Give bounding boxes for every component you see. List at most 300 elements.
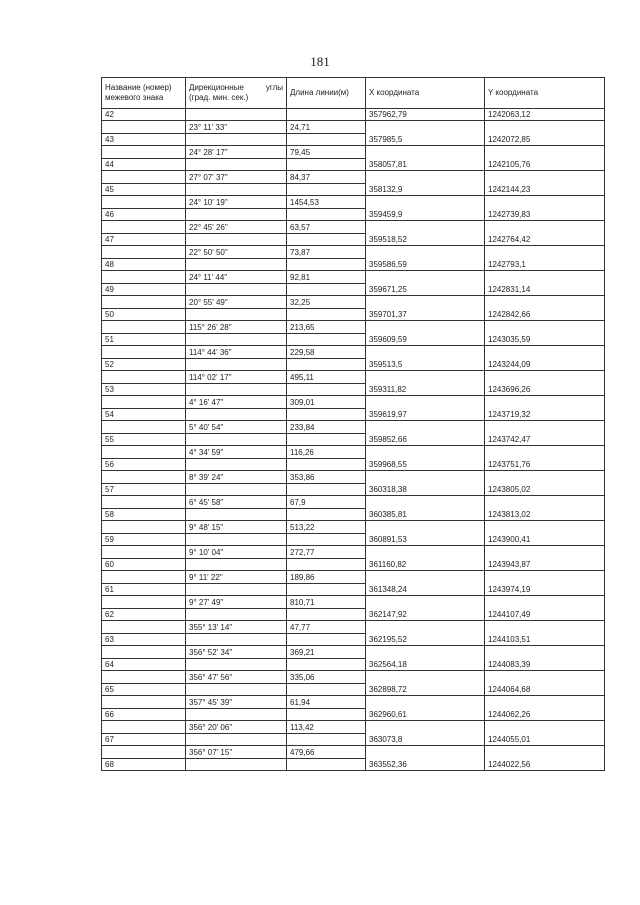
line-length-cell: 495,11 (287, 371, 366, 384)
point-row (102, 134, 605, 146)
point-row (102, 284, 605, 296)
direction-angle-cell: 24° 10' 19" (186, 196, 287, 209)
point-row (102, 234, 605, 246)
line-length-cell: 84,37 (287, 171, 366, 184)
empty-cell (485, 746, 605, 759)
direction-angle-cell: 27° 07' 37" (186, 171, 287, 184)
empty-cell (366, 221, 485, 234)
x-coordinate-cell: 359968,55 (366, 459, 485, 471)
empty-cell (102, 746, 186, 759)
point-name-cell: 65 (102, 684, 186, 696)
line-length-cell: 213,65 (287, 321, 366, 334)
empty-cell (287, 534, 366, 546)
empty-cell (102, 721, 186, 734)
empty-cell (485, 296, 605, 309)
x-coordinate-cell: 359586,59 (366, 259, 485, 271)
line-length-cell: 810,71 (287, 596, 366, 609)
x-coordinate-cell: 362147,92 (366, 609, 485, 621)
empty-cell (102, 521, 186, 534)
x-coordinate-cell: 360385,81 (366, 509, 485, 521)
direction-angle-cell: 23° 11' 33" (186, 121, 287, 134)
x-coordinate-cell: 359459,9 (366, 209, 485, 221)
empty-cell (366, 746, 485, 759)
empty-cell (186, 759, 287, 771)
empty-cell (102, 571, 186, 584)
empty-cell (485, 146, 605, 159)
point-name-cell: 52 (102, 359, 186, 371)
y-coordinate-cell: 1244062,26 (485, 709, 605, 721)
empty-cell (485, 421, 605, 434)
point-row (102, 434, 605, 446)
direction-angle-cell: 9° 27' 49" (186, 596, 287, 609)
empty-cell (102, 271, 186, 284)
line-length-cell: 79,45 (287, 146, 366, 159)
header-direction-angle (186, 78, 287, 109)
empty-cell (485, 321, 605, 334)
point-name-cell: 67 (102, 734, 186, 746)
point-row (102, 509, 605, 521)
point-name-cell: 47 (102, 234, 186, 246)
line-length-cell: 61,94 (287, 696, 366, 709)
header-y-coordinate: Y координата (485, 78, 605, 109)
segment-row (102, 571, 605, 584)
segment-row (102, 271, 605, 284)
empty-cell (287, 359, 366, 371)
empty-cell (186, 409, 287, 421)
empty-cell (287, 684, 366, 696)
line-length-cell: 116,26 (287, 446, 366, 459)
y-coordinate-cell: 1242764,42 (485, 234, 605, 246)
empty-cell (287, 234, 366, 246)
empty-cell (287, 109, 366, 121)
point-name-cell: 60 (102, 559, 186, 571)
empty-cell (287, 709, 366, 721)
x-coordinate-cell: 359701,37 (366, 309, 485, 321)
direction-angle-cell: 20° 55' 49" (186, 296, 287, 309)
empty-cell (366, 521, 485, 534)
empty-cell (485, 221, 605, 234)
y-coordinate-cell: 1243751,76 (485, 459, 605, 471)
y-coordinate-cell: 1244055,01 (485, 734, 605, 746)
segment-row (102, 121, 605, 134)
line-length-cell: 113,42 (287, 721, 366, 734)
empty-cell (287, 459, 366, 471)
point-row (102, 559, 605, 571)
empty-cell (485, 696, 605, 709)
direction-angle-cell: 356° 47' 56" (186, 671, 287, 684)
segment-row (102, 346, 605, 359)
empty-cell (485, 721, 605, 734)
y-coordinate-cell: 1242831,14 (485, 284, 605, 296)
empty-cell (366, 671, 485, 684)
empty-cell (102, 396, 186, 409)
line-length-cell: 353,86 (287, 471, 366, 484)
empty-cell (287, 334, 366, 346)
empty-cell (186, 284, 287, 296)
x-coordinate-cell: 359609,59 (366, 334, 485, 346)
line-length-cell: 229,58 (287, 346, 366, 359)
point-name-cell: 42 (102, 109, 186, 121)
point-name-cell: 66 (102, 709, 186, 721)
empty-cell (287, 634, 366, 646)
empty-cell (287, 309, 366, 321)
point-name-cell: 53 (102, 384, 186, 396)
x-coordinate-cell: 361160,82 (366, 559, 485, 571)
empty-cell (287, 659, 366, 671)
point-row (102, 484, 605, 496)
segment-row (102, 171, 605, 184)
empty-cell (287, 609, 366, 621)
segment-row (102, 646, 605, 659)
empty-cell (485, 646, 605, 659)
empty-cell (102, 621, 186, 634)
segment-row (102, 146, 605, 159)
x-coordinate-cell: 361348,24 (366, 584, 485, 596)
y-coordinate-cell: 1242144,23 (485, 184, 605, 196)
empty-cell (102, 146, 186, 159)
y-coordinate-cell: 1244103,51 (485, 634, 605, 646)
empty-cell (366, 121, 485, 134)
empty-cell (366, 296, 485, 309)
empty-cell (186, 309, 287, 321)
line-length-cell: 92,81 (287, 271, 366, 284)
point-row (102, 259, 605, 271)
x-coordinate-cell: 363073,8 (366, 734, 485, 746)
y-coordinate-cell: 1243719,32 (485, 409, 605, 421)
empty-cell (287, 734, 366, 746)
x-coordinate-cell: 362960,61 (366, 709, 485, 721)
y-coordinate-cell: 1243943,87 (485, 559, 605, 571)
segment-row (102, 696, 605, 709)
y-coordinate-cell: 1244064,68 (485, 684, 605, 696)
empty-cell (102, 221, 186, 234)
direction-angle-cell: 24° 28' 17" (186, 146, 287, 159)
point-name-cell: 58 (102, 509, 186, 521)
point-row (102, 659, 605, 671)
empty-cell (485, 346, 605, 359)
line-length-cell: 513,22 (287, 521, 366, 534)
point-row (102, 184, 605, 196)
segment-row (102, 421, 605, 434)
empty-cell (366, 321, 485, 334)
empty-cell (485, 171, 605, 184)
empty-cell (186, 659, 287, 671)
empty-cell (366, 571, 485, 584)
segment-row (102, 746, 605, 759)
empty-cell (485, 396, 605, 409)
y-coordinate-cell: 1244107,49 (485, 609, 605, 621)
x-coordinate-cell: 358132,9 (366, 184, 485, 196)
point-name-cell: 57 (102, 484, 186, 496)
x-coordinate-cell: 357985,5 (366, 134, 485, 146)
line-length-cell: 32,25 (287, 296, 366, 309)
empty-cell (366, 346, 485, 359)
y-coordinate-cell: 1242105,76 (485, 159, 605, 171)
empty-cell (186, 334, 287, 346)
segment-row (102, 371, 605, 384)
point-name-cell: 59 (102, 534, 186, 546)
empty-cell (102, 321, 186, 334)
empty-cell (186, 259, 287, 271)
empty-cell (102, 496, 186, 509)
point-row (102, 309, 605, 321)
point-row (102, 534, 605, 546)
empty-cell (186, 709, 287, 721)
direction-angle-cell: 115° 26' 28" (186, 321, 287, 334)
x-coordinate-cell: 359619,97 (366, 409, 485, 421)
page-number: 181 (310, 54, 330, 69)
y-coordinate-cell: 1244022,56 (485, 759, 605, 771)
empty-cell (186, 534, 287, 546)
empty-cell (485, 496, 605, 509)
point-row (102, 609, 605, 621)
point-row (102, 684, 605, 696)
empty-cell (186, 434, 287, 446)
line-length-cell: 335,06 (287, 671, 366, 684)
empty-cell (366, 646, 485, 659)
empty-cell (102, 546, 186, 559)
direction-angle-cell: 355° 13' 14" (186, 621, 287, 634)
line-length-cell: 67,9 (287, 496, 366, 509)
empty-cell (287, 384, 366, 396)
table-body (102, 109, 605, 771)
point-row (102, 734, 605, 746)
empty-cell (186, 109, 287, 121)
empty-cell (186, 609, 287, 621)
point-name-cell: 62 (102, 609, 186, 621)
empty-cell (102, 671, 186, 684)
direction-angle-cell: 4° 34' 59" (186, 446, 287, 459)
x-coordinate-cell: 358057,81 (366, 159, 485, 171)
segment-row (102, 546, 605, 559)
point-name-cell: 55 (102, 434, 186, 446)
empty-cell (287, 759, 366, 771)
empty-cell (485, 596, 605, 609)
y-coordinate-cell: 1242842,66 (485, 309, 605, 321)
empty-cell (366, 196, 485, 209)
point-row (102, 384, 605, 396)
segment-row (102, 596, 605, 609)
empty-cell (186, 559, 287, 571)
segment-row (102, 621, 605, 634)
empty-cell (102, 196, 186, 209)
empty-cell (186, 459, 287, 471)
line-length-cell: 63,57 (287, 221, 366, 234)
empty-cell (186, 734, 287, 746)
empty-cell (366, 446, 485, 459)
empty-cell (287, 284, 366, 296)
empty-cell (102, 421, 186, 434)
empty-cell (102, 446, 186, 459)
point-name-cell: 50 (102, 309, 186, 321)
header-line-length: Длина линии(м) (287, 78, 366, 109)
empty-cell (186, 359, 287, 371)
point-name-cell: 49 (102, 284, 186, 296)
empty-cell (366, 396, 485, 409)
y-coordinate-cell: 1243035,59 (485, 334, 605, 346)
direction-angle-cell: 24° 11' 44" (186, 271, 287, 284)
segment-row (102, 396, 605, 409)
empty-cell (186, 159, 287, 171)
x-coordinate-cell: 362195,52 (366, 634, 485, 646)
x-coordinate-cell: 359671,25 (366, 284, 485, 296)
empty-cell (102, 296, 186, 309)
point-row (102, 159, 605, 171)
empty-cell (186, 134, 287, 146)
empty-cell (366, 246, 485, 259)
empty-cell (366, 171, 485, 184)
empty-cell (186, 184, 287, 196)
point-name-cell: 61 (102, 584, 186, 596)
direction-angle-cell: 4° 16' 47" (186, 396, 287, 409)
y-coordinate-cell: 1243805,02 (485, 484, 605, 496)
y-coordinate-cell: 1243244,09 (485, 359, 605, 371)
direction-angle-cell: 114° 44' 36" (186, 346, 287, 359)
x-coordinate-cell: 359852,66 (366, 434, 485, 446)
segment-row (102, 496, 605, 509)
line-length-cell: 233,84 (287, 421, 366, 434)
empty-cell (485, 471, 605, 484)
empty-cell (366, 371, 485, 384)
y-coordinate-cell: 1242739,83 (485, 209, 605, 221)
empty-cell (287, 509, 366, 521)
empty-cell (366, 471, 485, 484)
direction-angle-cell: 357° 45' 39" (186, 696, 287, 709)
segment-row (102, 246, 605, 259)
empty-cell (287, 484, 366, 496)
segment-row (102, 221, 605, 234)
empty-cell (485, 671, 605, 684)
empty-cell (287, 434, 366, 446)
segment-row (102, 446, 605, 459)
empty-cell (366, 621, 485, 634)
point-row (102, 209, 605, 221)
y-coordinate-cell: 1243742,47 (485, 434, 605, 446)
segment-row (102, 196, 605, 209)
empty-cell (485, 546, 605, 559)
empty-cell (186, 384, 287, 396)
empty-cell (366, 596, 485, 609)
empty-cell (102, 246, 186, 259)
point-row (102, 109, 605, 121)
empty-cell (366, 696, 485, 709)
empty-cell (485, 271, 605, 284)
empty-cell (186, 634, 287, 646)
empty-cell (366, 721, 485, 734)
boundary-coordinates-table (101, 77, 605, 771)
line-length-cell: 272,77 (287, 546, 366, 559)
line-length-cell: 1454,53 (287, 196, 366, 209)
line-length-cell: 479,66 (287, 746, 366, 759)
y-coordinate-cell: 1243974,19 (485, 584, 605, 596)
line-length-cell: 24,71 (287, 121, 366, 134)
empty-cell (485, 246, 605, 259)
header-x-coordinate: X координата (366, 78, 485, 109)
direction-angle-cell: 356° 07' 15" (186, 746, 287, 759)
line-length-cell: 73,87 (287, 246, 366, 259)
direction-angle-cell: 9° 10' 04" (186, 546, 287, 559)
segment-row (102, 321, 605, 334)
header-point-name: Название (номер) межевого знака (102, 78, 186, 109)
direction-angle-cell: 114° 02' 17" (186, 371, 287, 384)
point-name-cell: 51 (102, 334, 186, 346)
direction-angle-cell: 5° 40' 54" (186, 421, 287, 434)
y-coordinate-cell: 1242063,12 (485, 109, 605, 121)
empty-cell (102, 346, 186, 359)
empty-cell (102, 171, 186, 184)
empty-cell (287, 209, 366, 221)
y-coordinate-cell: 1243696,26 (485, 384, 605, 396)
empty-cell (186, 584, 287, 596)
empty-cell (186, 234, 287, 246)
point-row (102, 709, 605, 721)
empty-cell (186, 509, 287, 521)
point-row (102, 584, 605, 596)
point-row (102, 334, 605, 346)
empty-cell (485, 621, 605, 634)
empty-cell (102, 696, 186, 709)
empty-cell (485, 371, 605, 384)
point-row (102, 634, 605, 646)
empty-cell (366, 421, 485, 434)
direction-angle-cell: 356° 20' 06" (186, 721, 287, 734)
empty-cell (287, 584, 366, 596)
x-coordinate-cell: 362564,18 (366, 659, 485, 671)
point-name-cell: 64 (102, 659, 186, 671)
direction-angle-cell: 22° 45' 26" (186, 221, 287, 234)
empty-cell (102, 121, 186, 134)
segment-row (102, 721, 605, 734)
empty-cell (287, 259, 366, 271)
x-coordinate-cell: 359513,5 (366, 359, 485, 371)
direction-angle-cell: 22° 50' 50" (186, 246, 287, 259)
y-coordinate-cell: 1244083,39 (485, 659, 605, 671)
x-coordinate-cell: 363552,36 (366, 759, 485, 771)
empty-cell (102, 596, 186, 609)
point-name-cell: 43 (102, 134, 186, 146)
empty-cell (102, 646, 186, 659)
line-length-cell: 47,77 (287, 621, 366, 634)
header-direction-angle-line1: Дирекционные углы (189, 83, 283, 92)
x-coordinate-cell: 362898,72 (366, 684, 485, 696)
x-coordinate-cell: 360318,38 (366, 484, 485, 496)
empty-cell (287, 559, 366, 571)
point-name-cell: 48 (102, 259, 186, 271)
y-coordinate-cell: 1242793,1 (485, 259, 605, 271)
point-row (102, 409, 605, 421)
point-row (102, 759, 605, 771)
empty-cell (186, 209, 287, 221)
line-length-cell: 309,01 (287, 396, 366, 409)
empty-cell (287, 134, 366, 146)
direction-angle-cell: 9° 11' 22" (186, 571, 287, 584)
empty-cell (287, 184, 366, 196)
empty-cell (287, 159, 366, 171)
table-header-row (102, 78, 605, 109)
direction-angle-cell: 9° 48' 15" (186, 521, 287, 534)
x-coordinate-cell: 357962,79 (366, 109, 485, 121)
empty-cell (287, 409, 366, 421)
header-direction-angle-line2: (град. мин. сек.) (189, 93, 249, 102)
line-length-cell: 369,21 (287, 646, 366, 659)
empty-cell (366, 496, 485, 509)
empty-cell (366, 146, 485, 159)
segment-row (102, 471, 605, 484)
direction-angle-cell: 356° 52' 34" (186, 646, 287, 659)
empty-cell (102, 471, 186, 484)
y-coordinate-cell: 1243900,41 (485, 534, 605, 546)
empty-cell (485, 446, 605, 459)
